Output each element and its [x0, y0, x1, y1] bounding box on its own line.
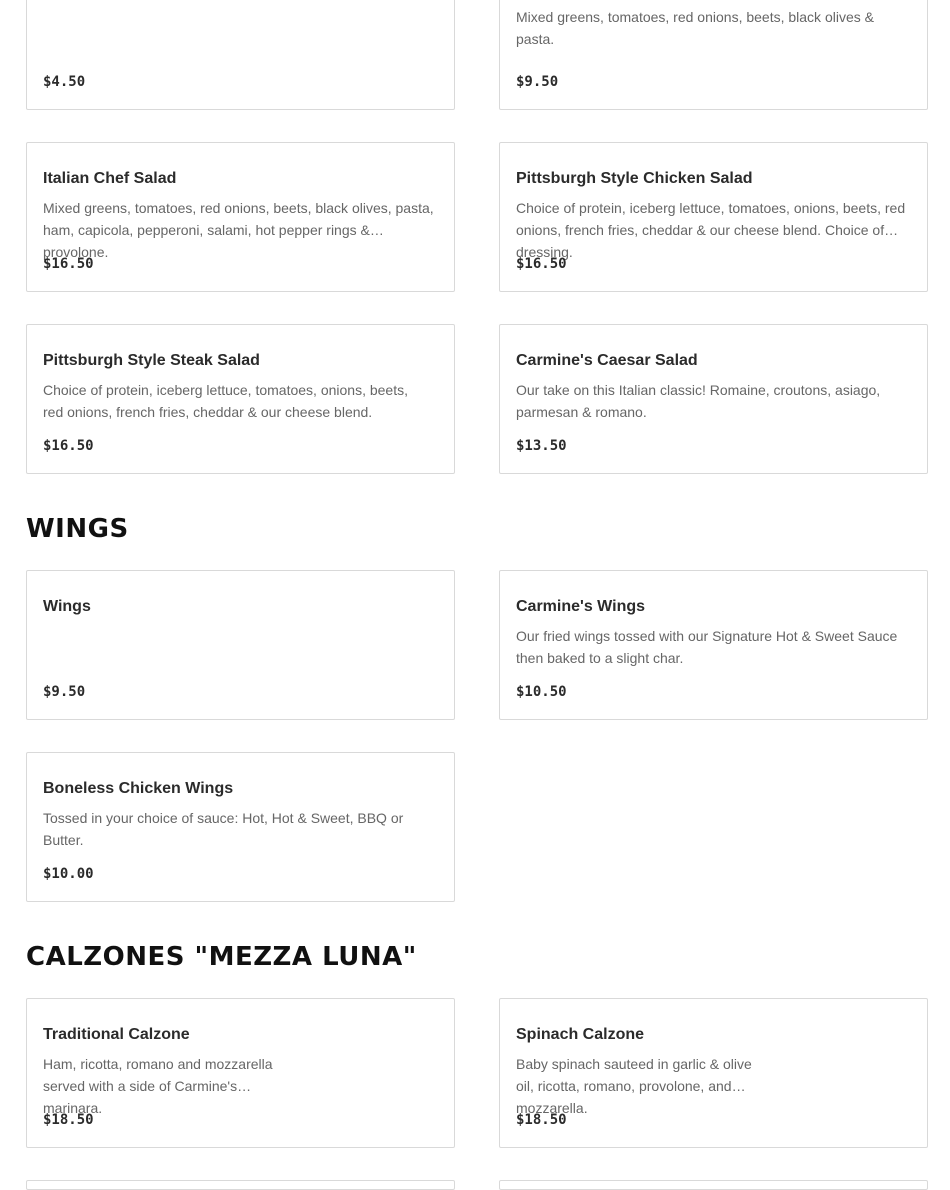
menu-item-price: $16.50: [43, 438, 94, 454]
menu-item-card[interactable]: [499, 1180, 928, 1190]
menu-item-name: Boneless Chicken Wings: [43, 780, 234, 797]
menu-item-card[interactable]: [499, 324, 928, 474]
menu-item-name: Spinach Calzone: [516, 1026, 645, 1043]
menu-item-card[interactable]: [499, 0, 928, 110]
menu-item-name: Italian Chef Salad: [43, 170, 177, 187]
menu-item-description: Choice of protein, iceberg lettuce, tomatoes, onions, beets, red onions, french fries, cheddar & our cheese blend.: [43, 382, 408, 420]
menu-item-price: $9.50: [516, 74, 559, 90]
menu-item-card[interactable]: [26, 752, 455, 902]
menu-item-price: $9.50: [43, 684, 86, 700]
menu-item-card[interactable]: [26, 324, 455, 474]
menu-item-card[interactable]: [26, 570, 455, 720]
menu-item-price: $18.50: [43, 1112, 94, 1128]
menu-item-description: Baby spinach sauteed in garlic & olive oil, ricotta, romano, provolone, and mozzarella.: [516, 1056, 752, 1116]
menu-item-description: Our take on this Italian classic! Romaine, croutons, asiago, parmesan & romano.: [516, 382, 881, 420]
menu-item-description: Mixed greens, tomatoes, red onions, beets, black olives, pasta, ham, capicola, pepperoni, salami, hot pepper rings & provolone.: [43, 200, 434, 260]
menu-item-card[interactable]: [499, 570, 928, 720]
menu-item-price: $10.00: [43, 866, 94, 882]
menu-item-name: Carmine's Wings: [516, 598, 646, 615]
menu-item-card[interactable]: [26, 142, 455, 292]
menu-item-description: Our fried wings tossed with our Signature Hot & Sweet Sauce then baked to a slight char.: [516, 628, 898, 666]
menu-item-name: Traditional Calzone: [43, 1026, 190, 1043]
menu-item-price: $16.50: [43, 256, 94, 272]
menu-item-name: Wings: [43, 598, 91, 615]
menu-item-name: Pittsburgh Style Steak Salad: [43, 352, 260, 369]
section-title-wings: WINGS: [26, 514, 129, 544]
menu-item-price: $10.50: [516, 684, 567, 700]
menu-item-card[interactable]: [26, 0, 455, 110]
menu-item-price: $18.50: [516, 1112, 567, 1128]
menu-item-price: $4.50: [43, 74, 86, 90]
menu-item-description: Choice of protein, iceberg lettuce, tomatoes, onions, beets, red onions, french fries, cheddar & our cheese blend. Choice of dressing.: [516, 200, 906, 260]
menu-item-description: Tossed in your choice of sauce: Hot, Hot & Sweet, BBQ or Butter.: [43, 810, 404, 848]
section-title-calzones: CALZONES "MEZZA LUNA": [26, 942, 417, 972]
menu-item-card[interactable]: [26, 998, 455, 1148]
menu-item-card[interactable]: [26, 1180, 455, 1190]
menu-item-price: $16.50: [516, 256, 567, 272]
menu-item-name: Carmine's Caesar Salad: [516, 352, 698, 369]
menu-item-description: Ham, ricotta, romano and mozzarella served with a side of Carmine's marinara.: [43, 1056, 273, 1116]
menu-item-card[interactable]: [499, 998, 928, 1148]
menu-item-price: $13.50: [516, 438, 567, 454]
menu-item-card[interactable]: [499, 142, 928, 292]
menu-item-name: Pittsburgh Style Chicken Salad: [516, 170, 753, 187]
menu-item-description: Mixed greens, tomatoes, red onions, beets, black olives & pasta.: [516, 9, 874, 47]
